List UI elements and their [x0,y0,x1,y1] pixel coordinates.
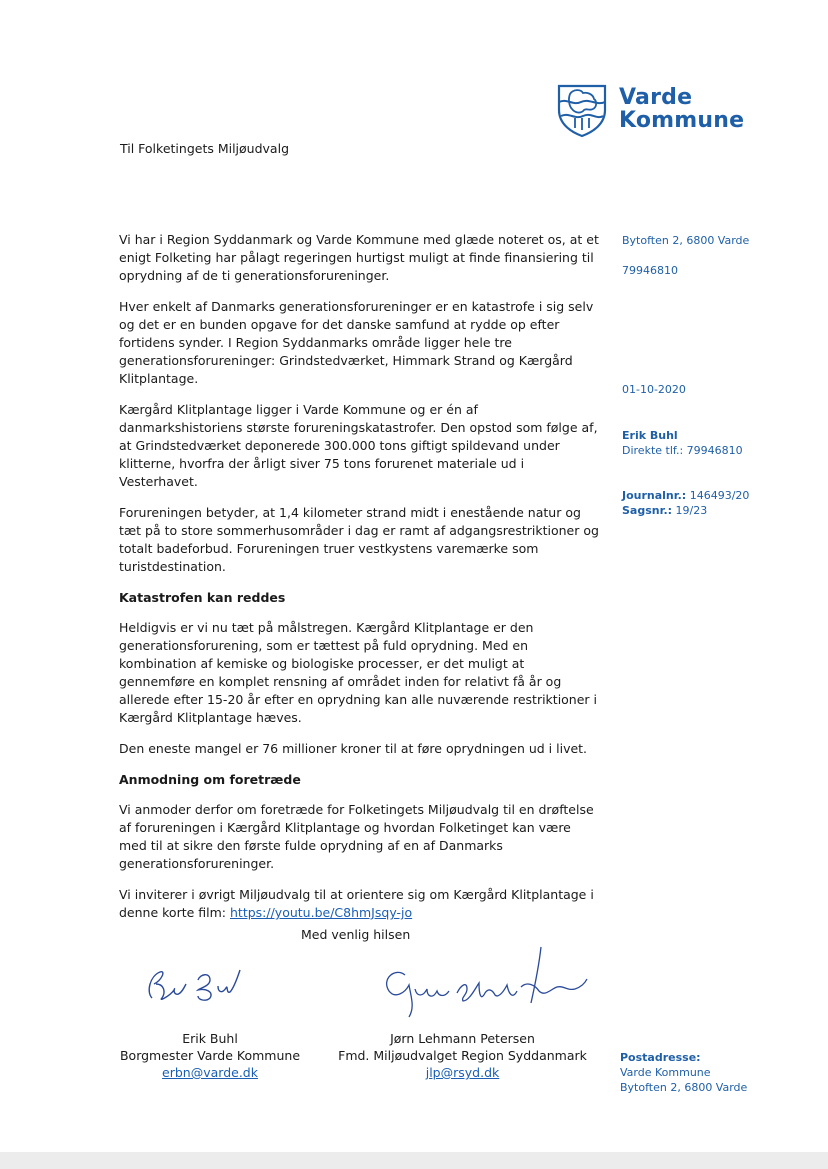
recipient-line: Til Folketingets Miljøudvalg [120,141,290,156]
journal-number: 146493/20 [689,489,750,502]
signer-email-link[interactable]: erbn@varde.dk [162,1065,258,1080]
paragraph: Vi anmoder derfor om foretræde for Folketingets Miljøudvalg til en drøftelse af forureningen i Kærgård Klitplantage og hvordan Folketinget kan være med til at sikre den første fulde oprydning af en af Danmarks generationsforureninger. [119,802,594,871]
signature-erik-buhl [140,962,250,1007]
signer-email-link[interactable]: jlp@rsyd.dk [425,1065,500,1080]
varde-kommune-logo [553,80,753,140]
signer-title: Borgmester Varde Kommune [119,1048,301,1063]
youtube-link[interactable]: https://youtu.be/C8hmJsqy-jo [230,905,413,920]
section-heading: Katastrofen kan reddes [119,590,286,605]
lion-crest-icon [553,80,611,138]
signer-jorn-lehmann-petersen [330,1030,595,1081]
logo-line-kommune: Kommune [619,108,745,133]
sender-phone: 79946810 [622,264,678,277]
reference-numbers [622,488,749,518]
letter-body [119,231,601,935]
paragraph: Vi har i Region Syddanmark og Varde Kommune med glæde noteret os, at et enigt Folketing har pålagt regeringen hurtigst muligt at finde finansiering til oprydning af de ti generationsforureninger. [119,232,599,283]
contact-direct-phone: Direkte tlf.: 79946810 [622,444,743,457]
case-number: 19/23 [675,504,708,517]
paragraph: Hver enkelt af Danmarks generationsforureninger er en katastrofe i sig selv og det er en bunden opgave for det danske samfund at rydde op efter fortidens synder. I Region Syddanmarks område ligger hele tre generationsforureninger: Grindstedværket, Himmark Strand og Kærgård Klitplantage. [119,299,594,386]
journal-label: Journalnr.: [622,489,687,502]
paragraph: Forureningen betyder, at 1,4 kilometer strand midt i enestående natur og tæt på to store sommerhusområder i dag er ramt af adgangsrestriktioner og totalt badeforbud. Forureningen truer vestkystens varemærke som turistdestination. [119,505,599,574]
signer-name: Erik Buhl [182,1031,238,1046]
signer-name: Jørn Lehmann Petersen [390,1031,535,1046]
logo-line-varde: Varde [619,85,693,110]
contact-name: Erik Buhl [622,429,678,442]
letter-date: 01-10-2020 [622,383,686,396]
postal-label: Postadresse: [620,1051,701,1064]
signature-jorn-lehmann-petersen [375,945,590,1025]
paragraph: Kærgård Klitplantage ligger i Varde Kommune og er én af danmarkshistoriens største forureningskatastrofer. Den opstod som følge af, at Grindstedværket deponerede 300.000 tons giftigt spildevand under klitterne, hvorfra der årligt siver 75 tons forurenet materiale ud i Vesterhavet. [119,402,598,489]
paragraph: Den eneste mangel er 76 millioner kroner til at føre oprydningen ud i livet. [119,741,588,756]
paragraph: Heldigvis er vi nu tæt på målstregen. Kærgård Klitplantage er den generationsforurening, som er tættest på fuld oprydning. Med en kombination af kemiske og biologiske processer, er det muligt at gennemføre en komplet rensning af området inden for relativt få år og allerede efter 15-20 år efter en oprydning kan alle nuværende restriktioner i Kærgård Klitplantage hæves. [119,620,598,725]
sender-address: Bytoften 2, 6800 Varde [622,234,750,247]
paragraph [119,886,601,922]
postal-line: Varde Kommune [620,1066,711,1079]
film-invitation-text: Vi inviterer i øvrigt Miljøudvalg til at orientere sig om Kærgård Klitplantage i denne korte film: [119,887,594,920]
postal-line: Bytoften 2, 6800 Varde [620,1081,748,1094]
signer-title: Fmd. Miljøudvalget Region Syddanmark [338,1048,587,1063]
contact-person [622,428,743,458]
closing-greeting: Med venlig hilsen [301,927,411,942]
postal-address [620,1050,747,1095]
signer-erik-buhl [110,1030,310,1081]
case-label: Sagsnr.: [622,504,673,517]
scan-edge [0,1152,828,1169]
section-heading: Anmodning om foretræde [119,772,301,787]
